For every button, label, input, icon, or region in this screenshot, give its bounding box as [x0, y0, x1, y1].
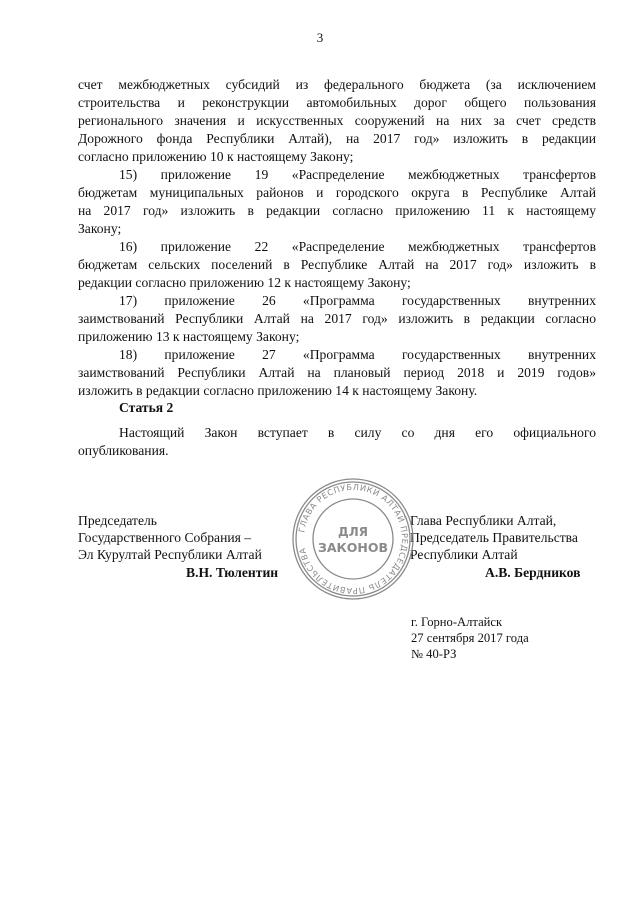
- article-text: [78, 424, 596, 460]
- stamp-outer-ring: [293, 479, 413, 599]
- text-line: на 2017 год» изложить в редакции согласно приложению 11 к настоящему: [78, 203, 596, 218]
- stamp-center-top: ДЛЯ: [338, 525, 368, 539]
- law-number-line: № 40-РЗ: [411, 647, 457, 661]
- text-line: изложить в редакции согласно приложению 14 к настоящему Закону.: [78, 383, 478, 398]
- signature-right-title: [410, 512, 578, 563]
- text-line: 17) приложение 26 «Программа государственных внутренних: [119, 293, 596, 308]
- signature-title-line: Глава Республики Алтай,: [410, 513, 557, 528]
- signature-title-line: Эл Курултай Республики Алтай: [78, 547, 262, 562]
- text-line: бюджетам сельских поселений в Республике Алтай на 2017 год» изложить в: [78, 257, 596, 272]
- signature-left-name: В.Н. Тюлентин: [186, 565, 279, 580]
- stamp-center-bottom: ЗАКОНОВ: [317, 540, 389, 555]
- text-line: Дорожного фонда Республики Алтай), на 2017 год» изложить в редакции: [78, 131, 596, 146]
- stamp-ring-text: ГЛАВА РЕСПУБЛИКИ АЛТАЙ ПРЕДСЕДАТЕЛЬ ПРАВИТЕЛЬСТВА: [296, 481, 411, 597]
- text-line: строительства и реконструкции автомобильных дорог общего пользования: [78, 95, 596, 110]
- text-line: 18) приложение 27 «Программа государственных внутренних: [119, 347, 596, 362]
- text-line: 15) приложение 19 «Распределение межбюджетных трансфертов: [119, 167, 596, 182]
- signature-title-line: Председатель Правительства: [410, 530, 578, 545]
- signature-title-line: Государственного Собрания –: [78, 530, 252, 545]
- page-number: 3: [316, 30, 324, 45]
- text-line: согласно приложению 10 к настоящему Закону;: [78, 149, 354, 164]
- text-line: заимствований Республики Алтай на 2017 год» изложить в редакции согласно: [78, 311, 596, 326]
- text-line: регионального значения и искусственных сооружений на них за счет средств: [78, 113, 596, 128]
- stamp-inner-ring: [313, 499, 393, 579]
- text-line: приложению 13 к настоящему Закону;: [78, 329, 300, 344]
- place-line: г. Горно-Алтайск: [411, 615, 503, 629]
- place-and-date: [411, 614, 529, 662]
- text-line: заимствований Республики Алтай на плановый период 2018 и 2019 годов»: [78, 365, 596, 380]
- text-line: счет межбюджетных субсидий из федерального бюджета (за исключением: [78, 77, 596, 92]
- text-line: бюджетам муниципальных районов и городского округа в Республике Алтай: [78, 185, 596, 200]
- official-stamp: [291, 477, 415, 601]
- signature-title-line: Председатель: [78, 513, 157, 528]
- text-line: 16) приложение 22 «Распределение межбюджетных трансфертов: [119, 239, 596, 254]
- signature-left-title: [78, 512, 262, 563]
- signature-title-line: Республики Алтай: [410, 547, 518, 562]
- text-line: Настоящий Закон вступает в силу со дня его официального: [119, 425, 596, 440]
- text-line: Закону;: [78, 221, 122, 236]
- text-line: опубликования.: [78, 443, 169, 458]
- date-line: 27 сентября 2017 года: [411, 631, 529, 645]
- article-heading: Статья 2: [119, 400, 174, 415]
- text-line: редакции согласно приложению 12 к настоящему Закону;: [78, 275, 411, 290]
- law-amendments-text: [78, 76, 596, 400]
- signature-right-name: А.В. Бердников: [485, 565, 581, 580]
